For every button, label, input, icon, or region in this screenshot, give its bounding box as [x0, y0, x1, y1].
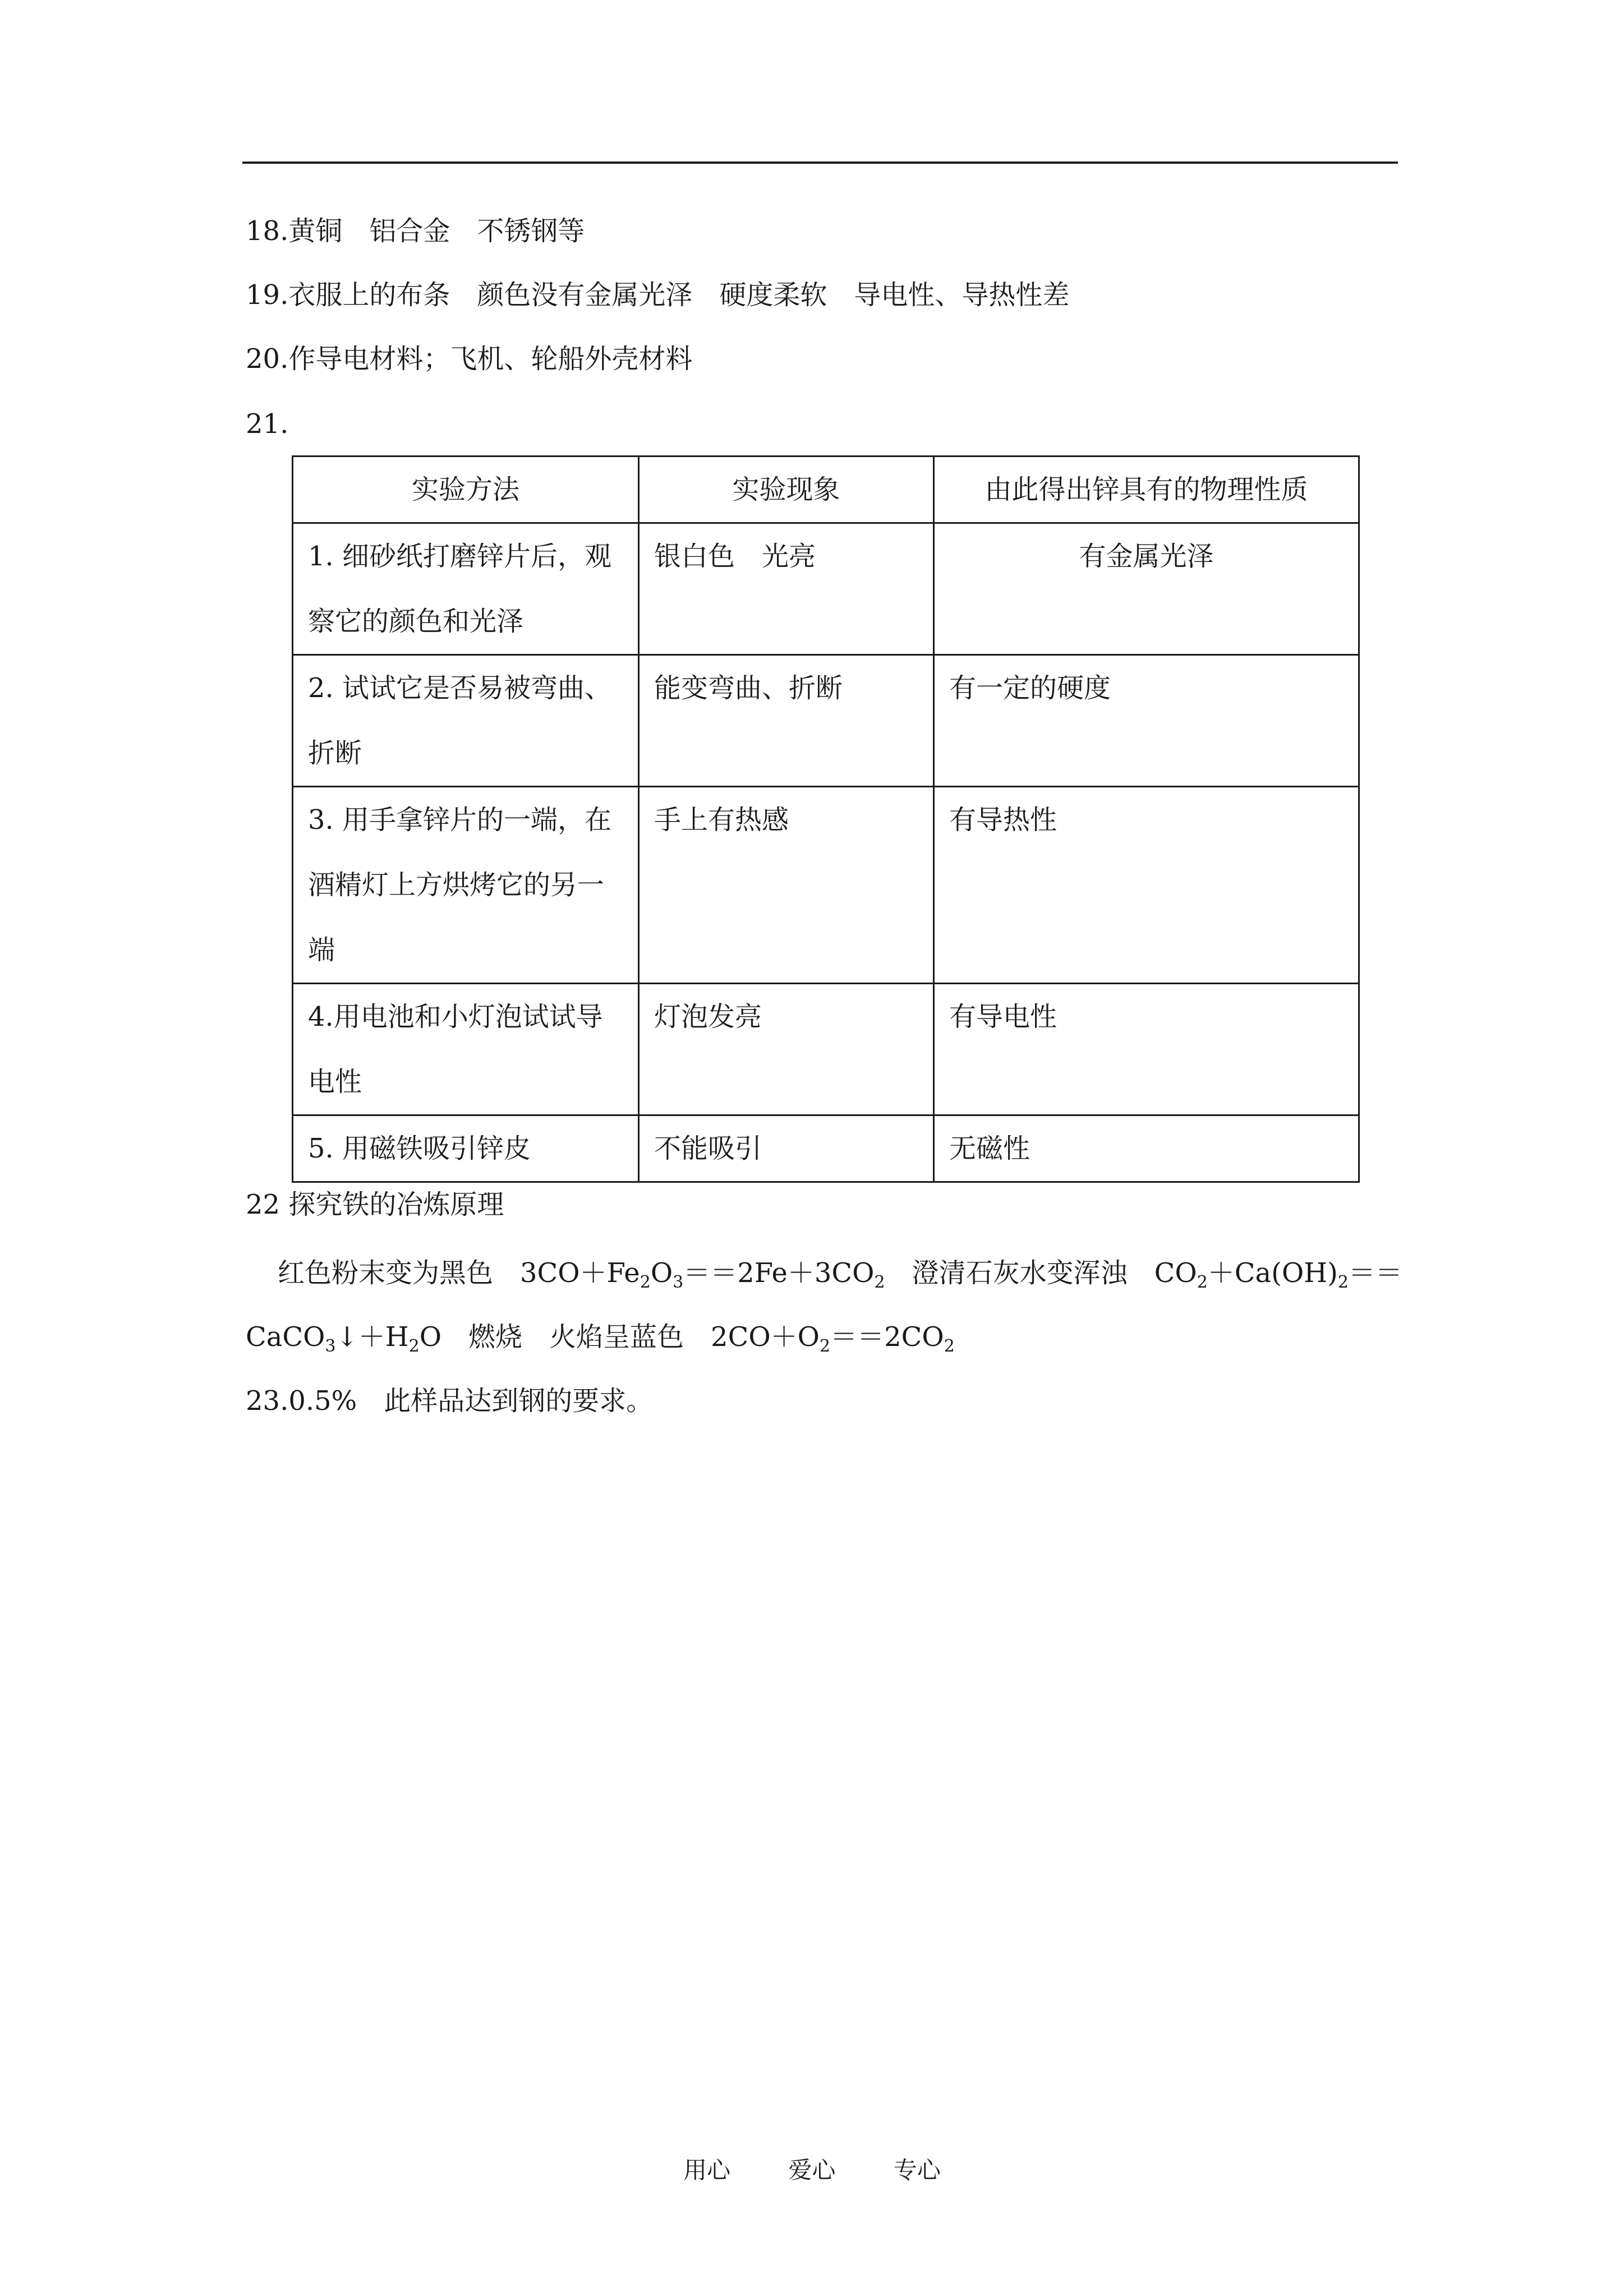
answer-22-equation-line-2: $CaCO_3↓+H_2O$ 燃烧 火焰呈蓝色 $2CO+O_2==2CO_2$ [246, 1321, 955, 1356]
table-header-row [293, 457, 1359, 523]
header-method: 实验方法 [293, 457, 639, 523]
phenomenon-cell: 不能吸引 [639, 1115, 934, 1182]
phenomenon-cell: 灯泡发亮 [639, 984, 934, 1115]
table-row [293, 787, 1359, 984]
property-cell: 有一定的硬度 [934, 655, 1359, 787]
answer-22-equation-line-1: 红色粉末变为黑色 $3CO+Fe_2O_3==2Fe+3CO_2$ 澄清石灰水变浑浊 $CO_2+Ca(OH)_2==$ [278, 1257, 1402, 1292]
method-cell: 3. 用手拿锌片的一端，在酒精灯上方烘烤它的另一端 [293, 787, 639, 984]
answer-23: 23.0.5% 此样品达到钢的要求。 [246, 1385, 654, 1417]
header-property: 由此得出锌具有的物理性质 [934, 457, 1359, 523]
footer-word: 用心 [683, 2156, 731, 2184]
method-cell: 1. 细砂纸打磨锌片后，观察它的颜色和光泽 [293, 523, 639, 655]
phenomenon-cell: 银白色 光亮 [639, 523, 934, 655]
answer-21-label: 21. [246, 408, 289, 440]
answer-18: 18.黄铜 铝合金 不锈钢等 [246, 215, 585, 247]
footer-word: 专心 [893, 2156, 941, 2184]
answer-19: 19.衣服上的布条 颜色没有金属光泽 硬度柔软 导电性、导热性差 [246, 279, 1070, 311]
table-row [293, 984, 1359, 1115]
header-phenomenon: 实验现象 [639, 457, 934, 523]
property-cell: 有金属光泽 [934, 523, 1359, 655]
method-cell: 2. 试试它是否易被弯曲、折断 [293, 655, 639, 787]
phenomenon-cell: 手上有热感 [639, 787, 934, 984]
table-row [293, 523, 1359, 655]
answer-20: 20.作导电材料；飞机、轮船外壳材料 [246, 343, 693, 375]
footer-word: 爱心 [788, 2156, 836, 2184]
method-cell: 5. 用磁铁吸引锌皮 [293, 1115, 639, 1182]
table-row [293, 1115, 1359, 1182]
property-cell: 有导热性 [934, 787, 1359, 984]
method-cell: 4.用电池和小灯泡试试导电性 [293, 984, 639, 1115]
property-cell: 有导电性 [934, 984, 1359, 1115]
page-footer [0, 2154, 1624, 2187]
experiment-table [292, 455, 1360, 1183]
property-cell: 无磁性 [934, 1115, 1359, 1182]
table-row [293, 655, 1359, 787]
header-rule [242, 162, 1398, 164]
answer-22-title: 22 探究铁的冶炼原理 [246, 1189, 504, 1220]
phenomenon-cell: 能变弯曲、折断 [639, 655, 934, 787]
